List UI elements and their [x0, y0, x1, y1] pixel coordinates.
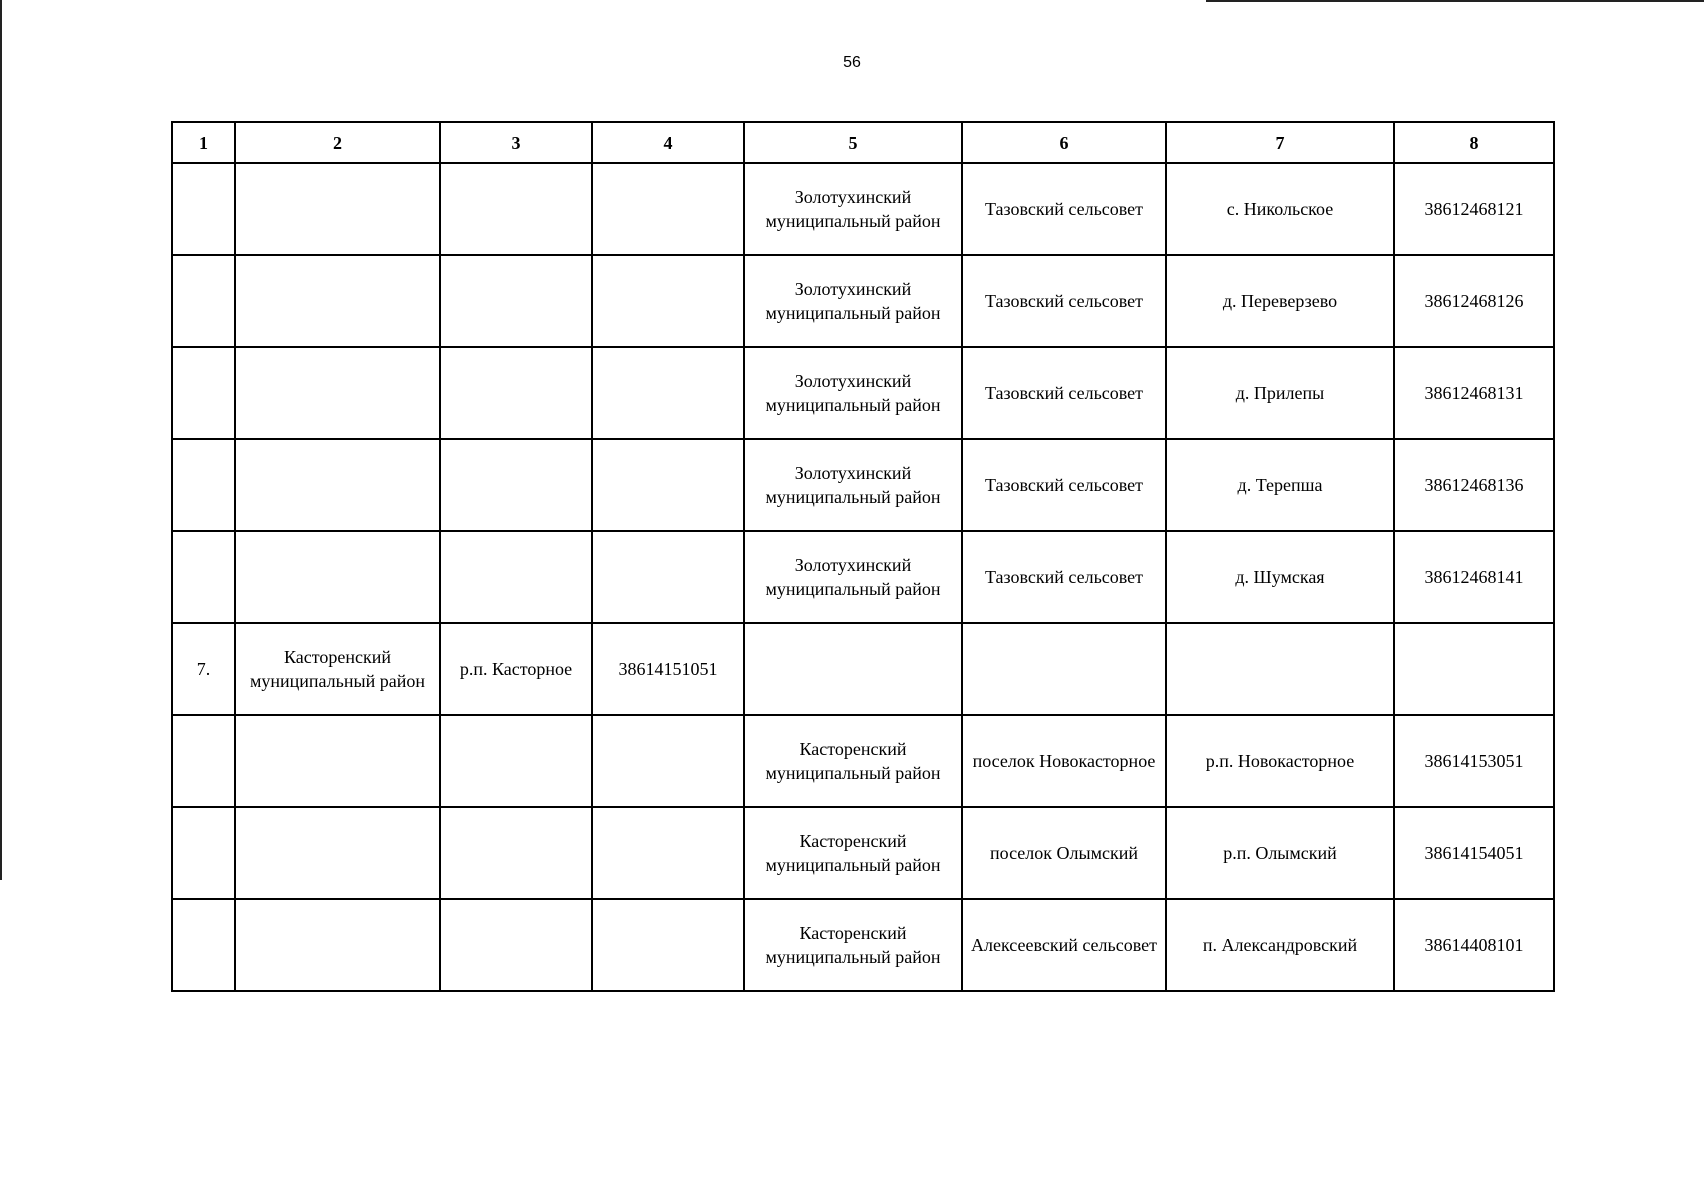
table-row — [172, 623, 1554, 715]
municipality-table — [171, 121, 1555, 992]
table-cell — [172, 807, 235, 899]
table-cell: 38612468131 — [1394, 347, 1554, 439]
table-cell: Золотухинский муниципальный район — [744, 531, 962, 623]
table-cell: 38612468126 — [1394, 255, 1554, 347]
table-cell: 38612468141 — [1394, 531, 1554, 623]
table-row — [172, 899, 1554, 991]
table-row — [172, 439, 1554, 531]
table-cell — [172, 255, 235, 347]
table-cell: Золотухинский муниципальный район — [744, 439, 962, 531]
table-cell: 38612468121 — [1394, 163, 1554, 255]
table-row — [172, 347, 1554, 439]
table-cell: Касторенский муниципальный район — [744, 807, 962, 899]
table-cell: Касторенский муниципальный район — [744, 715, 962, 807]
table-cell: Касторенский муниципальный район — [235, 623, 440, 715]
table-cell: поселок Олымский — [962, 807, 1166, 899]
table-cell: 38612468136 — [1394, 439, 1554, 531]
table-cell — [440, 715, 592, 807]
table-cell: Тазовский сельсовет — [962, 531, 1166, 623]
table-cell — [235, 439, 440, 531]
table-header-row — [172, 122, 1554, 163]
table-cell — [592, 163, 744, 255]
table-cell: с. Никольское — [1166, 163, 1394, 255]
table-row — [172, 715, 1554, 807]
table-cell: Тазовский сельсовет — [962, 347, 1166, 439]
table-cell — [172, 899, 235, 991]
table-cell: 38614151051 — [592, 623, 744, 715]
table-cell — [235, 163, 440, 255]
table-cell — [1394, 623, 1554, 715]
table-cell — [235, 807, 440, 899]
table-cell: д. Терепша — [1166, 439, 1394, 531]
table-cell — [440, 163, 592, 255]
table-cell — [172, 439, 235, 531]
table-row — [172, 163, 1554, 255]
table-cell: 7. — [172, 623, 235, 715]
table-cell — [440, 807, 592, 899]
header-cell: 3 — [440, 122, 592, 163]
table-cell — [440, 899, 592, 991]
table-cell — [592, 715, 744, 807]
table-cell — [592, 531, 744, 623]
table-cell: р.п. Олымский — [1166, 807, 1394, 899]
table-cell — [592, 439, 744, 531]
table-cell: 38614153051 — [1394, 715, 1554, 807]
table-cell — [440, 439, 592, 531]
table-cell — [440, 255, 592, 347]
header-cell: 4 — [592, 122, 744, 163]
header-cell: 1 — [172, 122, 235, 163]
table-cell — [744, 623, 962, 715]
table-cell — [172, 347, 235, 439]
table-cell: п. Александровский — [1166, 899, 1394, 991]
table-cell — [172, 163, 235, 255]
table-cell: Золотухинский муниципальный район — [744, 347, 962, 439]
table-cell — [235, 255, 440, 347]
table-row — [172, 807, 1554, 899]
header-cell: 5 — [744, 122, 962, 163]
scan-top-edge — [1206, 0, 1704, 2]
header-cell: 8 — [1394, 122, 1554, 163]
table-cell: Золотухинский муниципальный район — [744, 255, 962, 347]
table-cell — [962, 623, 1166, 715]
table-cell: р.п. Новокасторное — [1166, 715, 1394, 807]
table-cell — [592, 255, 744, 347]
table-cell — [1166, 623, 1394, 715]
table-cell: р.п. Касторное — [440, 623, 592, 715]
table-cell — [235, 715, 440, 807]
table-cell — [440, 531, 592, 623]
header-cell: 2 — [235, 122, 440, 163]
table-cell: Золотухинский муниципальный район — [744, 163, 962, 255]
table-cell: Касторенский муниципальный район — [744, 899, 962, 991]
table-cell — [592, 347, 744, 439]
table-cell — [172, 531, 235, 623]
table-cell: д. Шумская — [1166, 531, 1394, 623]
page-number: 56 — [843, 54, 861, 71]
table-cell: Тазовский сельсовет — [962, 163, 1166, 255]
table-cell: Тазовский сельсовет — [962, 255, 1166, 347]
table-cell: 38614154051 — [1394, 807, 1554, 899]
header-cell: 7 — [1166, 122, 1394, 163]
table-cell — [440, 347, 592, 439]
table-cell: д. Прилепы — [1166, 347, 1394, 439]
table-cell — [172, 715, 235, 807]
table-cell — [235, 899, 440, 991]
table-cell: Тазовский сельсовет — [962, 439, 1166, 531]
table-row — [172, 255, 1554, 347]
table-cell: 38614408101 — [1394, 899, 1554, 991]
header-cell: 6 — [962, 122, 1166, 163]
table-cell: поселок Новокасторное — [962, 715, 1166, 807]
table-cell: д. Переверзево — [1166, 255, 1394, 347]
table-cell — [592, 807, 744, 899]
table-cell — [235, 531, 440, 623]
table-cell: Алексеевский сельсовет — [962, 899, 1166, 991]
table-cell — [592, 899, 744, 991]
scan-left-edge — [0, 0, 2, 880]
table-row — [172, 531, 1554, 623]
table-cell — [235, 347, 440, 439]
